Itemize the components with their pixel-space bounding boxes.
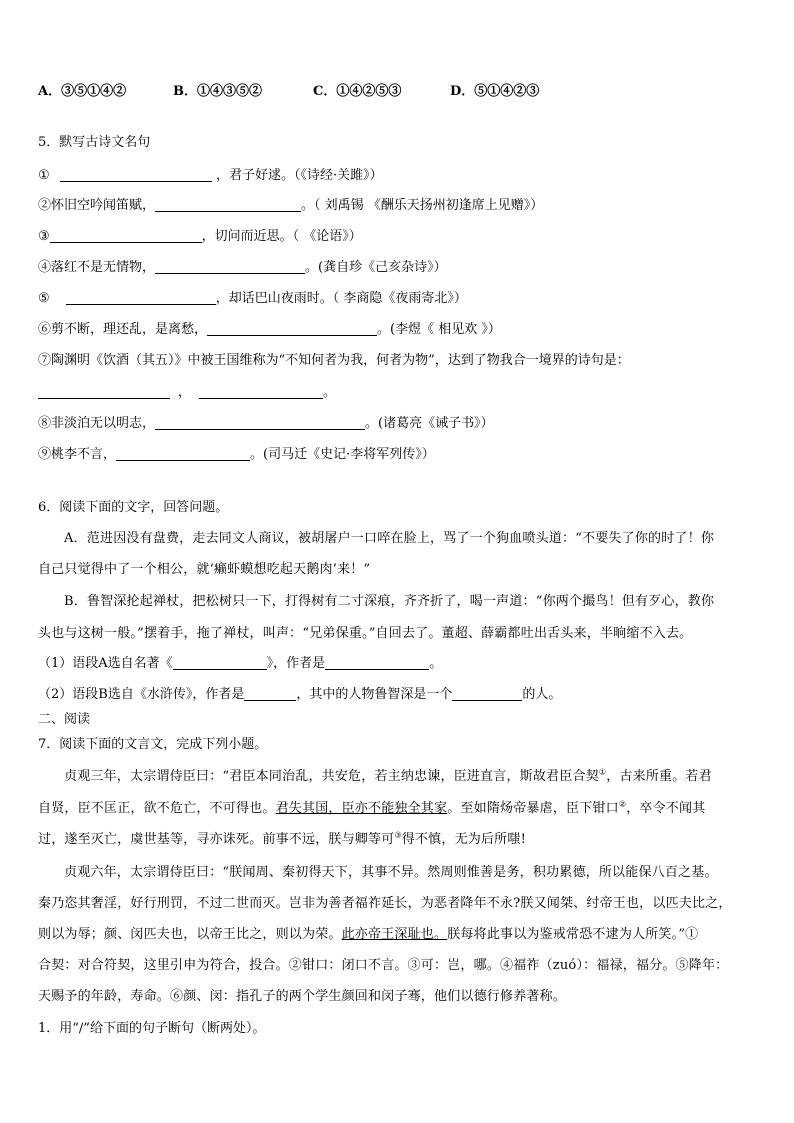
q5-blank-6[interactable] bbox=[207, 321, 377, 336]
q5-blank-7b[interactable] bbox=[199, 384, 323, 399]
q6-sub-2-end: 的人。 bbox=[522, 687, 562, 702]
q5-blank-1[interactable] bbox=[60, 167, 212, 182]
q6-sub-1-end: 。 bbox=[429, 656, 443, 671]
q6-title: 6．阅读下面的文字，回答问题。 bbox=[38, 500, 229, 515]
q7-p1-l1-tail: ，古来所重。若君 bbox=[606, 769, 712, 784]
q7-sub-question-1: 1．用“/”给下面的句子断句（断两处）。 bbox=[38, 1021, 266, 1036]
section-2-heading: 二、阅读 bbox=[38, 712, 91, 727]
q5-line-5-prefix: ⑤ bbox=[38, 291, 50, 306]
footnote-marker-2: ② bbox=[618, 799, 627, 809]
q6-passage-b-line-2: 头也与这树一般。”摆着手，拖了禅杖，叫声：“兄弟保重。”自回去了。董超、薛霸都吐出舌头来，半晌缩不入去。 bbox=[38, 626, 693, 641]
q5-line-7-answers bbox=[38, 384, 336, 402]
q5-line-3-prefix: ③ bbox=[38, 229, 50, 244]
q5-line-7-end: 。 bbox=[323, 385, 337, 400]
q5-line-2-suffix: 。（ 刘禹锡 《酬乐天扬州初逢席上见赠》） bbox=[301, 198, 544, 213]
q5-blank-7a[interactable] bbox=[38, 384, 170, 399]
q5-line-5 bbox=[38, 290, 467, 308]
q5-line-9 bbox=[38, 446, 435, 464]
q5-line-1 bbox=[38, 167, 383, 185]
q5-blank-8[interactable] bbox=[155, 415, 365, 430]
q5-line-1-suffix: ，君子好逑。（《诗经·关雎》） bbox=[215, 168, 383, 183]
q6-sub-2-prefix: （2）语段B选自《水浒传》，作者是 bbox=[38, 687, 245, 702]
q5-line-3 bbox=[38, 228, 362, 246]
q7-notes-line-1: 合契：对合符契，这里引申为符合，投合。②钳口：闭口不言。③可：岂，哪。④福祚（zuó）：福禄，福分。⑤降年： bbox=[38, 958, 729, 973]
q5-line-4 bbox=[38, 259, 447, 277]
q7-paragraph-1-line-1 bbox=[64, 763, 712, 791]
q6-blank-author-a[interactable] bbox=[325, 655, 429, 670]
q5-line-4-suffix: 。(龚自珍《己亥杂诗》） bbox=[305, 260, 447, 275]
q7-notes-line-2: 天赐予的年龄，寿命。⑥颜、闵：指孔子的两个学生颜回和闵子骞，他们以德行修养著称。 bbox=[38, 989, 567, 1004]
q6-passage-a-line-2: 自己只觉得中了一个相公，就‘癞虾蟆想吃起天鹅肉’来！” bbox=[38, 562, 371, 577]
q5-line-1-prefix: ① bbox=[38, 168, 50, 183]
q5-line-9-prefix: ⑨桃李不言， bbox=[38, 447, 117, 462]
q7-p2-l3-text: 则以为辱；颜、闵匹夫也，以帝王比之，则以为荣。 bbox=[38, 927, 342, 942]
q7-p2-l3-tail: 朕每将此事以为鉴戒常恐不逮为人所笑。”① bbox=[447, 927, 699, 942]
q7-p1-l3-tail: 得不慎，无为后所嗤! bbox=[401, 832, 527, 847]
q4-option-c: C．①④②⑤③ bbox=[313, 84, 402, 99]
q5-blank-9[interactable] bbox=[116, 446, 250, 461]
q7-underlined-sentence-1: 君失其国，臣亦不能独全其家 bbox=[275, 801, 448, 816]
q7-paragraph-1-line-2 bbox=[38, 795, 705, 823]
q5-blank-4[interactable] bbox=[155, 259, 305, 274]
q7-paragraph-2-line-1: 贞观六年，太宗谓侍臣曰：“朕闻周、秦初得天下，其事不异。然周则惟善是务，积功累德，所以能保八百之基。 bbox=[64, 865, 718, 880]
q5-line-7: ⑦陶渊明《饮酒（其五）》中被王国维称为“不知何者为我，何者为物”，达到了物我合一境界的诗句是： bbox=[38, 353, 630, 368]
q5-line-6 bbox=[38, 321, 501, 339]
q7-paragraph-1-line-3 bbox=[38, 826, 526, 854]
q7-paragraph-2-line-3 bbox=[38, 921, 698, 949]
q5-blank-2[interactable] bbox=[155, 197, 301, 212]
q7-p1-l2-tail: ，卒令不闻其 bbox=[626, 801, 706, 816]
q6-blank-character[interactable] bbox=[452, 686, 522, 701]
q5-line-8 bbox=[38, 415, 494, 433]
q4-option-b: B．①④③⑤② bbox=[173, 84, 262, 99]
q5-line-5-suffix: ，却话巴山夜雨时。（ 李商隐《夜雨寄北》） bbox=[215, 291, 467, 306]
q6-sub-1-middle: 》，作者是 bbox=[266, 656, 326, 671]
q6-passage-a-line-1: A．范进因没有盘费，走去同文人商议，被胡屠户一口啐在脸上，骂了一个狗血喷头道：“不要失了你的时了！你 bbox=[64, 531, 715, 546]
q5-title: 5．默写古诗文名句 bbox=[38, 135, 151, 150]
q6-blank-author-b[interactable] bbox=[244, 686, 296, 701]
q6-passage-b-line-1: B．鲁智深抡起禅杖，把松树只一下，打得树有二寸深痕，齐齐折了，喝一声道：“你两个撮鸟！但有歹心，教你 bbox=[64, 594, 715, 609]
q5-line-3-suffix: ，切问而近思。（ 《论语》） bbox=[201, 229, 362, 244]
q5-line-8-suffix: 。(诸葛亮《诫子书》） bbox=[365, 416, 494, 431]
q5-line-6-suffix: 。(李煜《 相见欢 》） bbox=[377, 322, 501, 337]
q7-p1-l3-text: 过，遂至灭亡，虞世基等，寻亦诛死。前事不远，朕与卿等可 bbox=[38, 832, 395, 847]
q5-line-7-separator: ， bbox=[178, 385, 192, 400]
q5-line-4-prefix: ④落红不是无情物， bbox=[38, 260, 156, 275]
q5-line-8-prefix: ⑧非淡泊无以明志， bbox=[38, 416, 156, 431]
footnote-marker-1: ① bbox=[598, 767, 607, 777]
q7-paragraph-2-line-2: 秦乃恣其奢淫，好行刑罚，不过二世而灭。岂非为善者福祚延长，为恶者降年不永?朕又闻桀、纣帝王也，以匹夫比之， bbox=[38, 896, 732, 911]
q4-option-d: D．⑤①④②③ bbox=[450, 84, 540, 99]
q6-sub-1 bbox=[38, 655, 442, 673]
q6-sub-2 bbox=[38, 686, 561, 704]
footnote-marker-3: ③ bbox=[394, 830, 402, 840]
q4-option-a: A．③⑤①④② bbox=[38, 84, 127, 99]
q7-title: 7．阅读下面的文言文，完成下列小题。 bbox=[38, 737, 268, 752]
q7-p1-l2-middle: 。至如隋炀帝暴虐，臣下钳口 bbox=[447, 801, 619, 816]
q5-line-6-prefix: ⑥剪不断，理还乱，是离愁， bbox=[38, 322, 208, 337]
q7-underlined-sentence-2: 此亦帝王深耻也。 bbox=[341, 927, 448, 942]
q7-p1-l2-text: 自贤，臣不匡正，欲不危亡，不可得也。 bbox=[38, 801, 276, 816]
q7-p1-l1-text: 贞观三年，太宗谓侍臣曰：“君臣本同治乱，共安危，若主纳忠谏，臣进直言，斯故君臣合契 bbox=[64, 769, 599, 784]
q6-sub-2-middle: ，其中的人物鲁智深是一个 bbox=[296, 687, 453, 702]
q5-line-2 bbox=[38, 197, 543, 215]
q6-sub-1-prefix: （1）语段A选自名著《 bbox=[38, 656, 173, 671]
q6-blank-book[interactable] bbox=[173, 655, 267, 670]
q5-blank-3[interactable] bbox=[50, 228, 202, 243]
q5-blank-5[interactable] bbox=[66, 290, 216, 305]
q5-line-9-suffix: 。(司马迁《史记·李将军列传》） bbox=[250, 447, 435, 462]
q5-line-2-prefix: ②怀旧空吟闻笛赋， bbox=[38, 198, 156, 213]
